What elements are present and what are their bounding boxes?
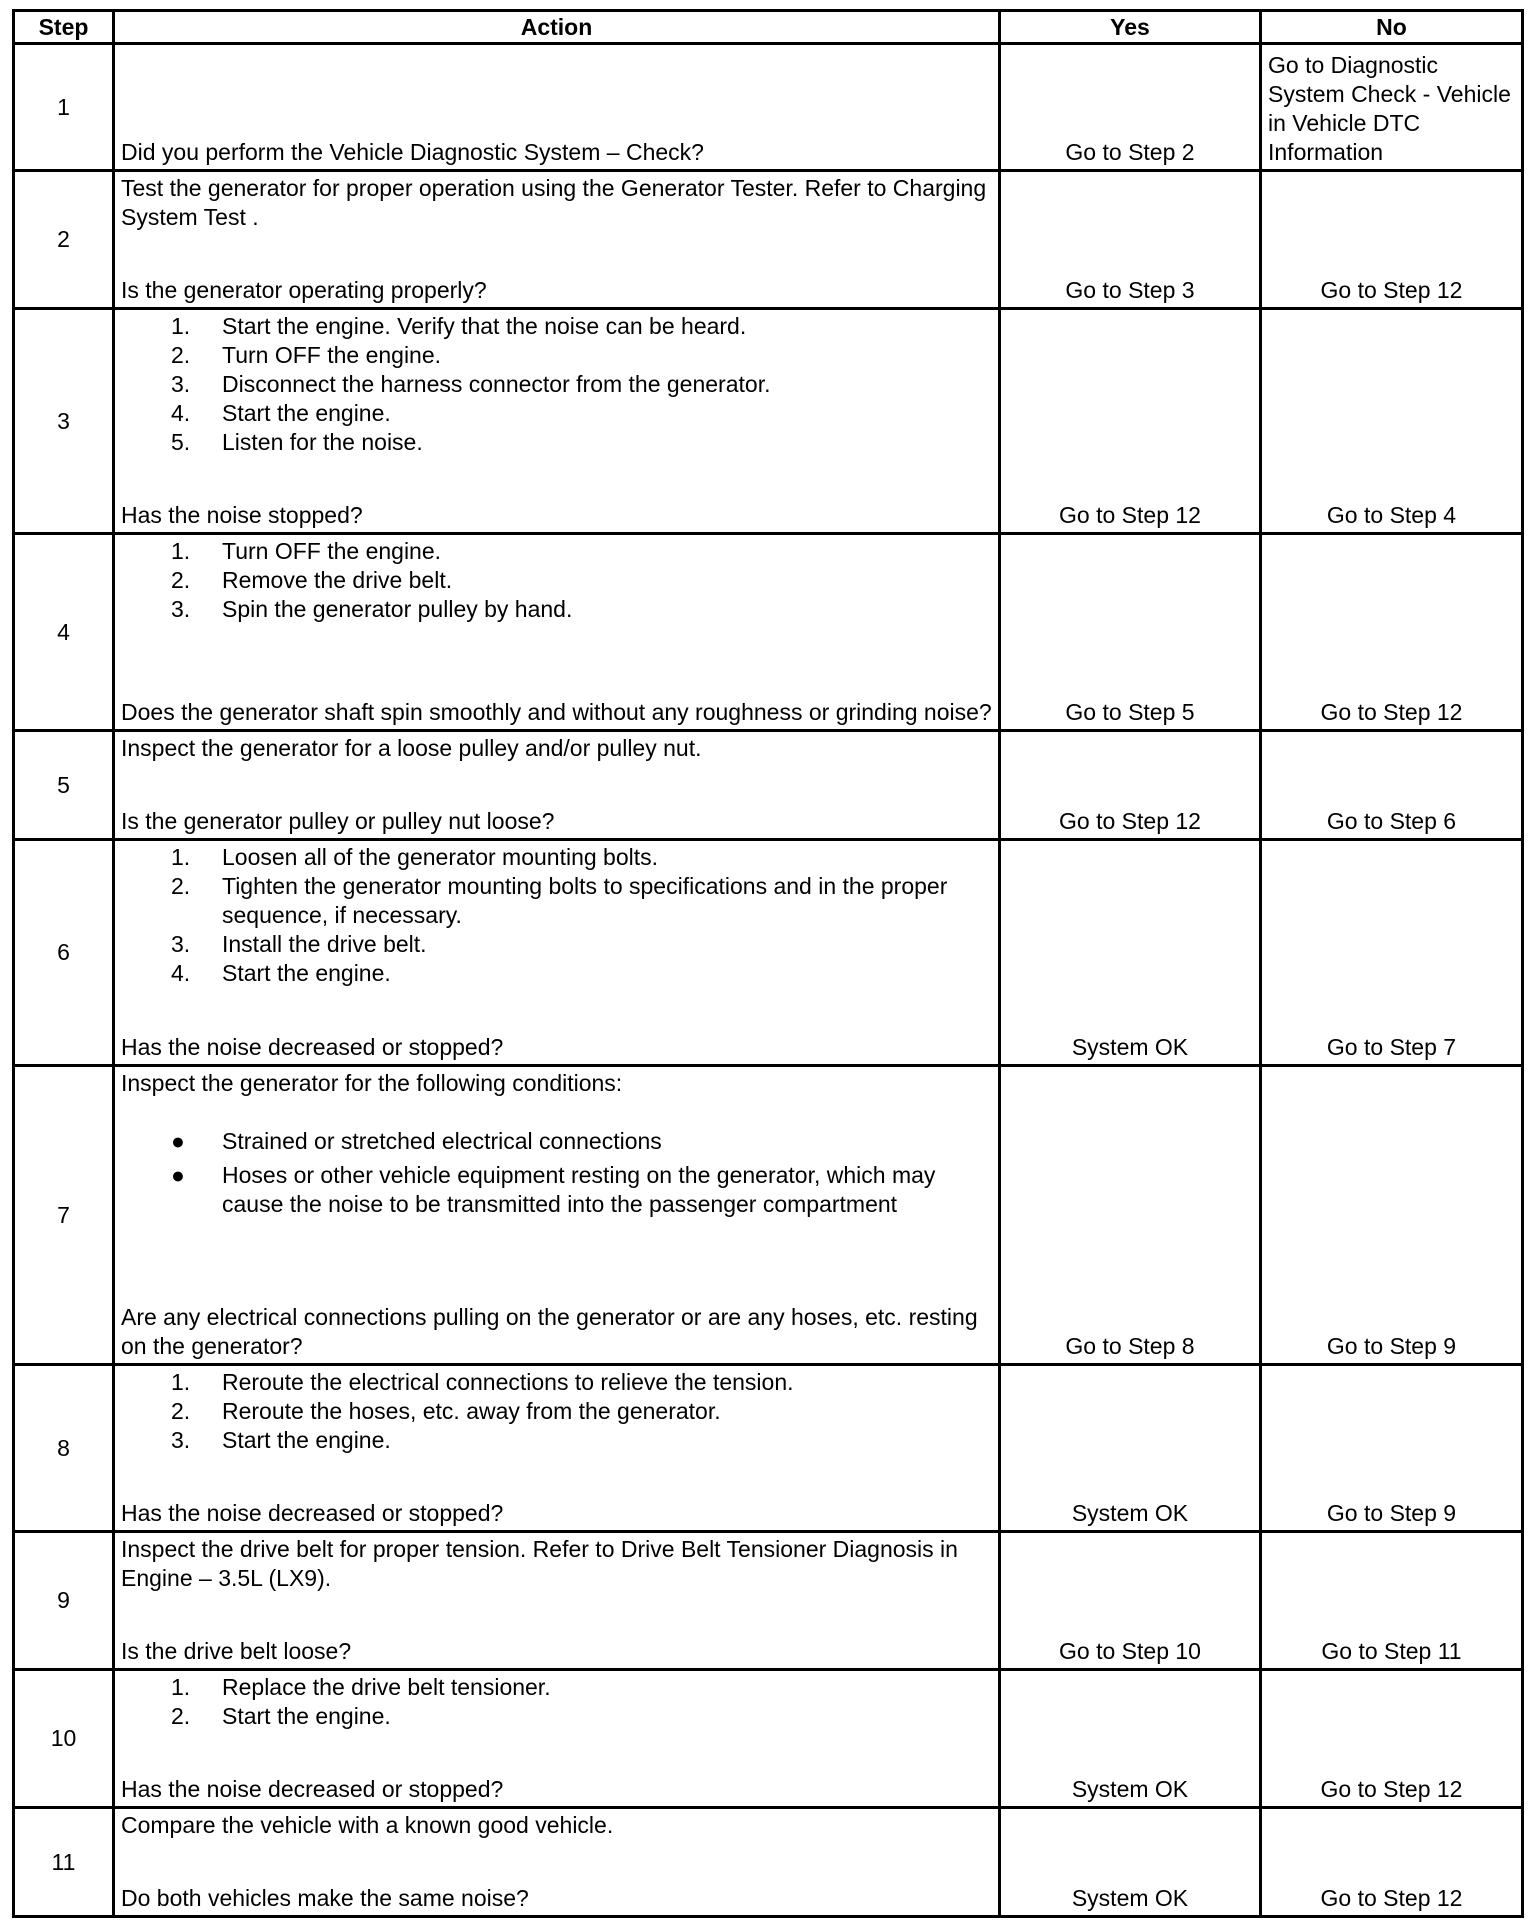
list-item [121,1397,992,1426]
list-text: Tighten the generator mounting bolts to specifications and in the proper sequence, if necessary. [222,873,948,928]
yes-result: Go to Step 12 [1000,309,1261,534]
header-yes: Yes [1000,11,1261,44]
list-item [121,399,992,428]
numbered-steps [121,1368,992,1455]
action-cell [114,309,1000,534]
action-instructions [121,1535,992,1593]
table-row [14,1532,1523,1670]
diagnostic-table-container [12,9,1521,1918]
action-cell [114,44,1000,171]
list-number: 3. [171,596,191,622]
list-text: Disconnect the harness connector from the generator. [222,371,771,397]
numbered-steps [121,843,992,988]
action-question: Is the generator operating properly? [121,277,487,303]
list-text: Turn OFF the engine. [222,342,442,368]
action-content [121,1811,992,1913]
action-question: Has the noise stopped? [121,502,363,528]
action-intro: Compare the vehicle with a known good vehicle. [121,1812,614,1838]
action-instructions [121,312,992,457]
action-content [121,1673,992,1804]
step-number: 4 [14,534,114,731]
action-question: Has the noise decreased or stopped? [121,1034,504,1060]
header-action: Action [114,11,1000,44]
list-item [121,428,992,457]
yes-result: Go to Step 5 [1000,534,1261,731]
list-number: 4. [171,400,191,426]
action-content [121,174,992,305]
table-row [14,171,1523,309]
no-result: Go to Step 6 [1261,731,1523,840]
numbered-steps [121,312,992,457]
list-number: 2. [171,1703,191,1729]
list-item [121,1161,992,1219]
list-text: Start the engine. Verify that the noise can be heard. [222,313,747,339]
list-text: Reroute the hoses, etc. away from the generator. [222,1398,721,1424]
spacer [121,1098,992,1122]
list-number: 3. [171,371,191,397]
step-number: 8 [14,1365,114,1532]
yes-result: System OK [1000,1808,1261,1917]
table-row [14,1365,1523,1532]
action-cell [114,1066,1000,1365]
action-intro: Inspect the generator for the following conditions: [121,1070,623,1096]
list-text: Replace the drive belt tensioner. [222,1674,551,1700]
list-item [121,959,992,988]
action-question: Has the noise decreased or stopped? [121,1500,504,1526]
action-question: Has the noise decreased or stopped? [121,1776,504,1802]
list-item [121,1127,992,1156]
list-number: 2. [171,567,191,593]
action-instructions [121,1368,992,1455]
list-item [121,930,992,959]
step-number: 5 [14,731,114,840]
bullet-list [121,1127,992,1219]
action-cell [114,171,1000,309]
action-instructions [121,734,992,763]
action-content [121,1535,992,1666]
action-intro: Inspect the generator for a loose pulley and/or pulley nut. [121,735,702,761]
table-row [14,44,1523,171]
action-cell [114,840,1000,1066]
step-number: 11 [14,1808,114,1917]
list-item [121,537,992,566]
step-number: 3 [14,309,114,534]
action-instructions [121,174,992,232]
action-intro: Test the generator for proper operation using the Generator Tester. Refer to Charging System Test . [121,175,987,230]
header-step: Step [14,11,114,44]
table-row [14,1066,1523,1365]
list-text: Start the engine. [222,1703,391,1729]
action-question: Did you perform the Vehicle Diagnostic System – Check? [121,139,704,165]
no-result: Go to Step 9 [1261,1365,1523,1532]
action-question: Is the generator pulley or pulley nut loose? [121,808,555,834]
list-text: Reroute the electrical connections to relieve the tension. [222,1369,794,1395]
step-number: 7 [14,1066,114,1365]
table-row [14,1670,1523,1808]
yes-result: System OK [1000,840,1261,1066]
no-result: Go to Step 11 [1261,1532,1523,1670]
list-number: 1. [171,538,191,564]
list-number: 1. [171,844,191,870]
list-number: 1. [171,313,191,339]
list-number: 2. [171,1398,191,1424]
no-result: Go to Step 12 [1261,171,1523,309]
action-question: Is the drive belt loose? [121,1638,352,1664]
no-result: Go to Step 12 [1261,534,1523,731]
no-result: Go to Step 4 [1261,309,1523,534]
step-number: 2 [14,171,114,309]
action-content [121,734,992,836]
action-question: Does the generator shaft spin smoothly and without any roughness or grinding noise? [121,699,992,725]
action-cell [114,1365,1000,1532]
list-item [121,843,992,872]
action-cell [114,1532,1000,1670]
yes-result: Go to Step 10 [1000,1532,1261,1670]
list-text: Start the engine. [222,400,391,426]
step-number: 10 [14,1670,114,1808]
list-number: 5. [171,429,191,455]
action-content [121,312,992,530]
list-item [121,1426,992,1455]
list-item [121,312,992,341]
list-item [121,872,992,930]
list-text: Loosen all of the generator mounting bolts. [222,844,659,870]
action-instructions [121,1069,992,1219]
no-result: Go to Step 7 [1261,840,1523,1066]
list-text: Strained or stretched electrical connections [222,1128,662,1154]
action-instructions [121,537,992,624]
table-row [14,534,1523,731]
list-item [121,1673,992,1702]
list-number: 2. [171,873,191,899]
yes-result: Go to Step 8 [1000,1066,1261,1365]
list-item [121,341,992,370]
no-result: Go to Step 9 [1261,1066,1523,1365]
yes-result: Go to Step 2 [1000,44,1261,171]
yes-result: Go to Step 3 [1000,171,1261,309]
action-instructions [121,1811,992,1840]
action-cell [114,534,1000,731]
list-item [121,566,992,595]
diagnostic-table [12,9,1524,1918]
list-number: 1. [171,1369,191,1395]
step-number: 1 [14,44,114,171]
header-row [14,11,1523,44]
list-number: 4. [171,960,191,986]
table-row [14,1808,1523,1917]
action-cell [114,1808,1000,1917]
numbered-steps [121,1673,992,1731]
action-instructions [121,1673,992,1731]
action-question: Are any electrical connections pulling on the generator or are any hoses, etc. resting on the generator? [121,1304,978,1359]
action-content [121,47,992,167]
list-item [121,1702,992,1731]
list-item [121,1368,992,1397]
list-number: 2. [171,342,191,368]
list-text: Listen for the noise. [222,429,423,455]
table-row [14,731,1523,840]
action-content [121,537,992,727]
action-cell [114,731,1000,840]
yes-result: System OK [1000,1365,1261,1532]
action-question: Do both vehicles make the same noise? [121,1885,529,1911]
no-result: Go to Diagnostic System Check - Vehicle in Vehicle DTC Information [1261,44,1523,171]
no-result: Go to Step 12 [1261,1670,1523,1808]
step-number: 9 [14,1532,114,1670]
action-cell [114,1670,1000,1808]
list-text: Remove the drive belt. [222,567,453,593]
list-text: Turn OFF the engine. [222,538,442,564]
yes-result: Go to Step 12 [1000,731,1261,840]
table-row [14,309,1523,534]
no-result: Go to Step 12 [1261,1808,1523,1917]
list-text: Start the engine. [222,960,391,986]
action-instructions [121,843,992,988]
bullet-icon: ● [171,1128,185,1154]
action-content [121,1069,992,1361]
list-number: 3. [171,931,191,957]
action-intro: Inspect the drive belt for proper tension. Refer to Drive Belt Tensioner Diagnosis in Engine – 3.5L (LX9). [121,1536,958,1591]
bullet-icon: ● [171,1162,185,1188]
list-text: Install the drive belt. [222,931,427,957]
list-text: Spin the generator pulley by hand. [222,596,573,622]
list-number: 3. [171,1427,191,1453]
step-number: 6 [14,840,114,1066]
action-content [121,1368,992,1528]
table-row [14,840,1523,1066]
list-number: 1. [171,1674,191,1700]
list-text: Start the engine. [222,1427,391,1453]
action-content [121,843,992,1062]
numbered-steps [121,537,992,624]
list-item [121,595,992,624]
header-no: No [1261,11,1523,44]
yes-result: System OK [1000,1670,1261,1808]
list-text: Hoses or other vehicle equipment resting on the generator, which may cause the noise to be transmitted into the passenger compartment [222,1162,936,1217]
list-item [121,370,992,399]
